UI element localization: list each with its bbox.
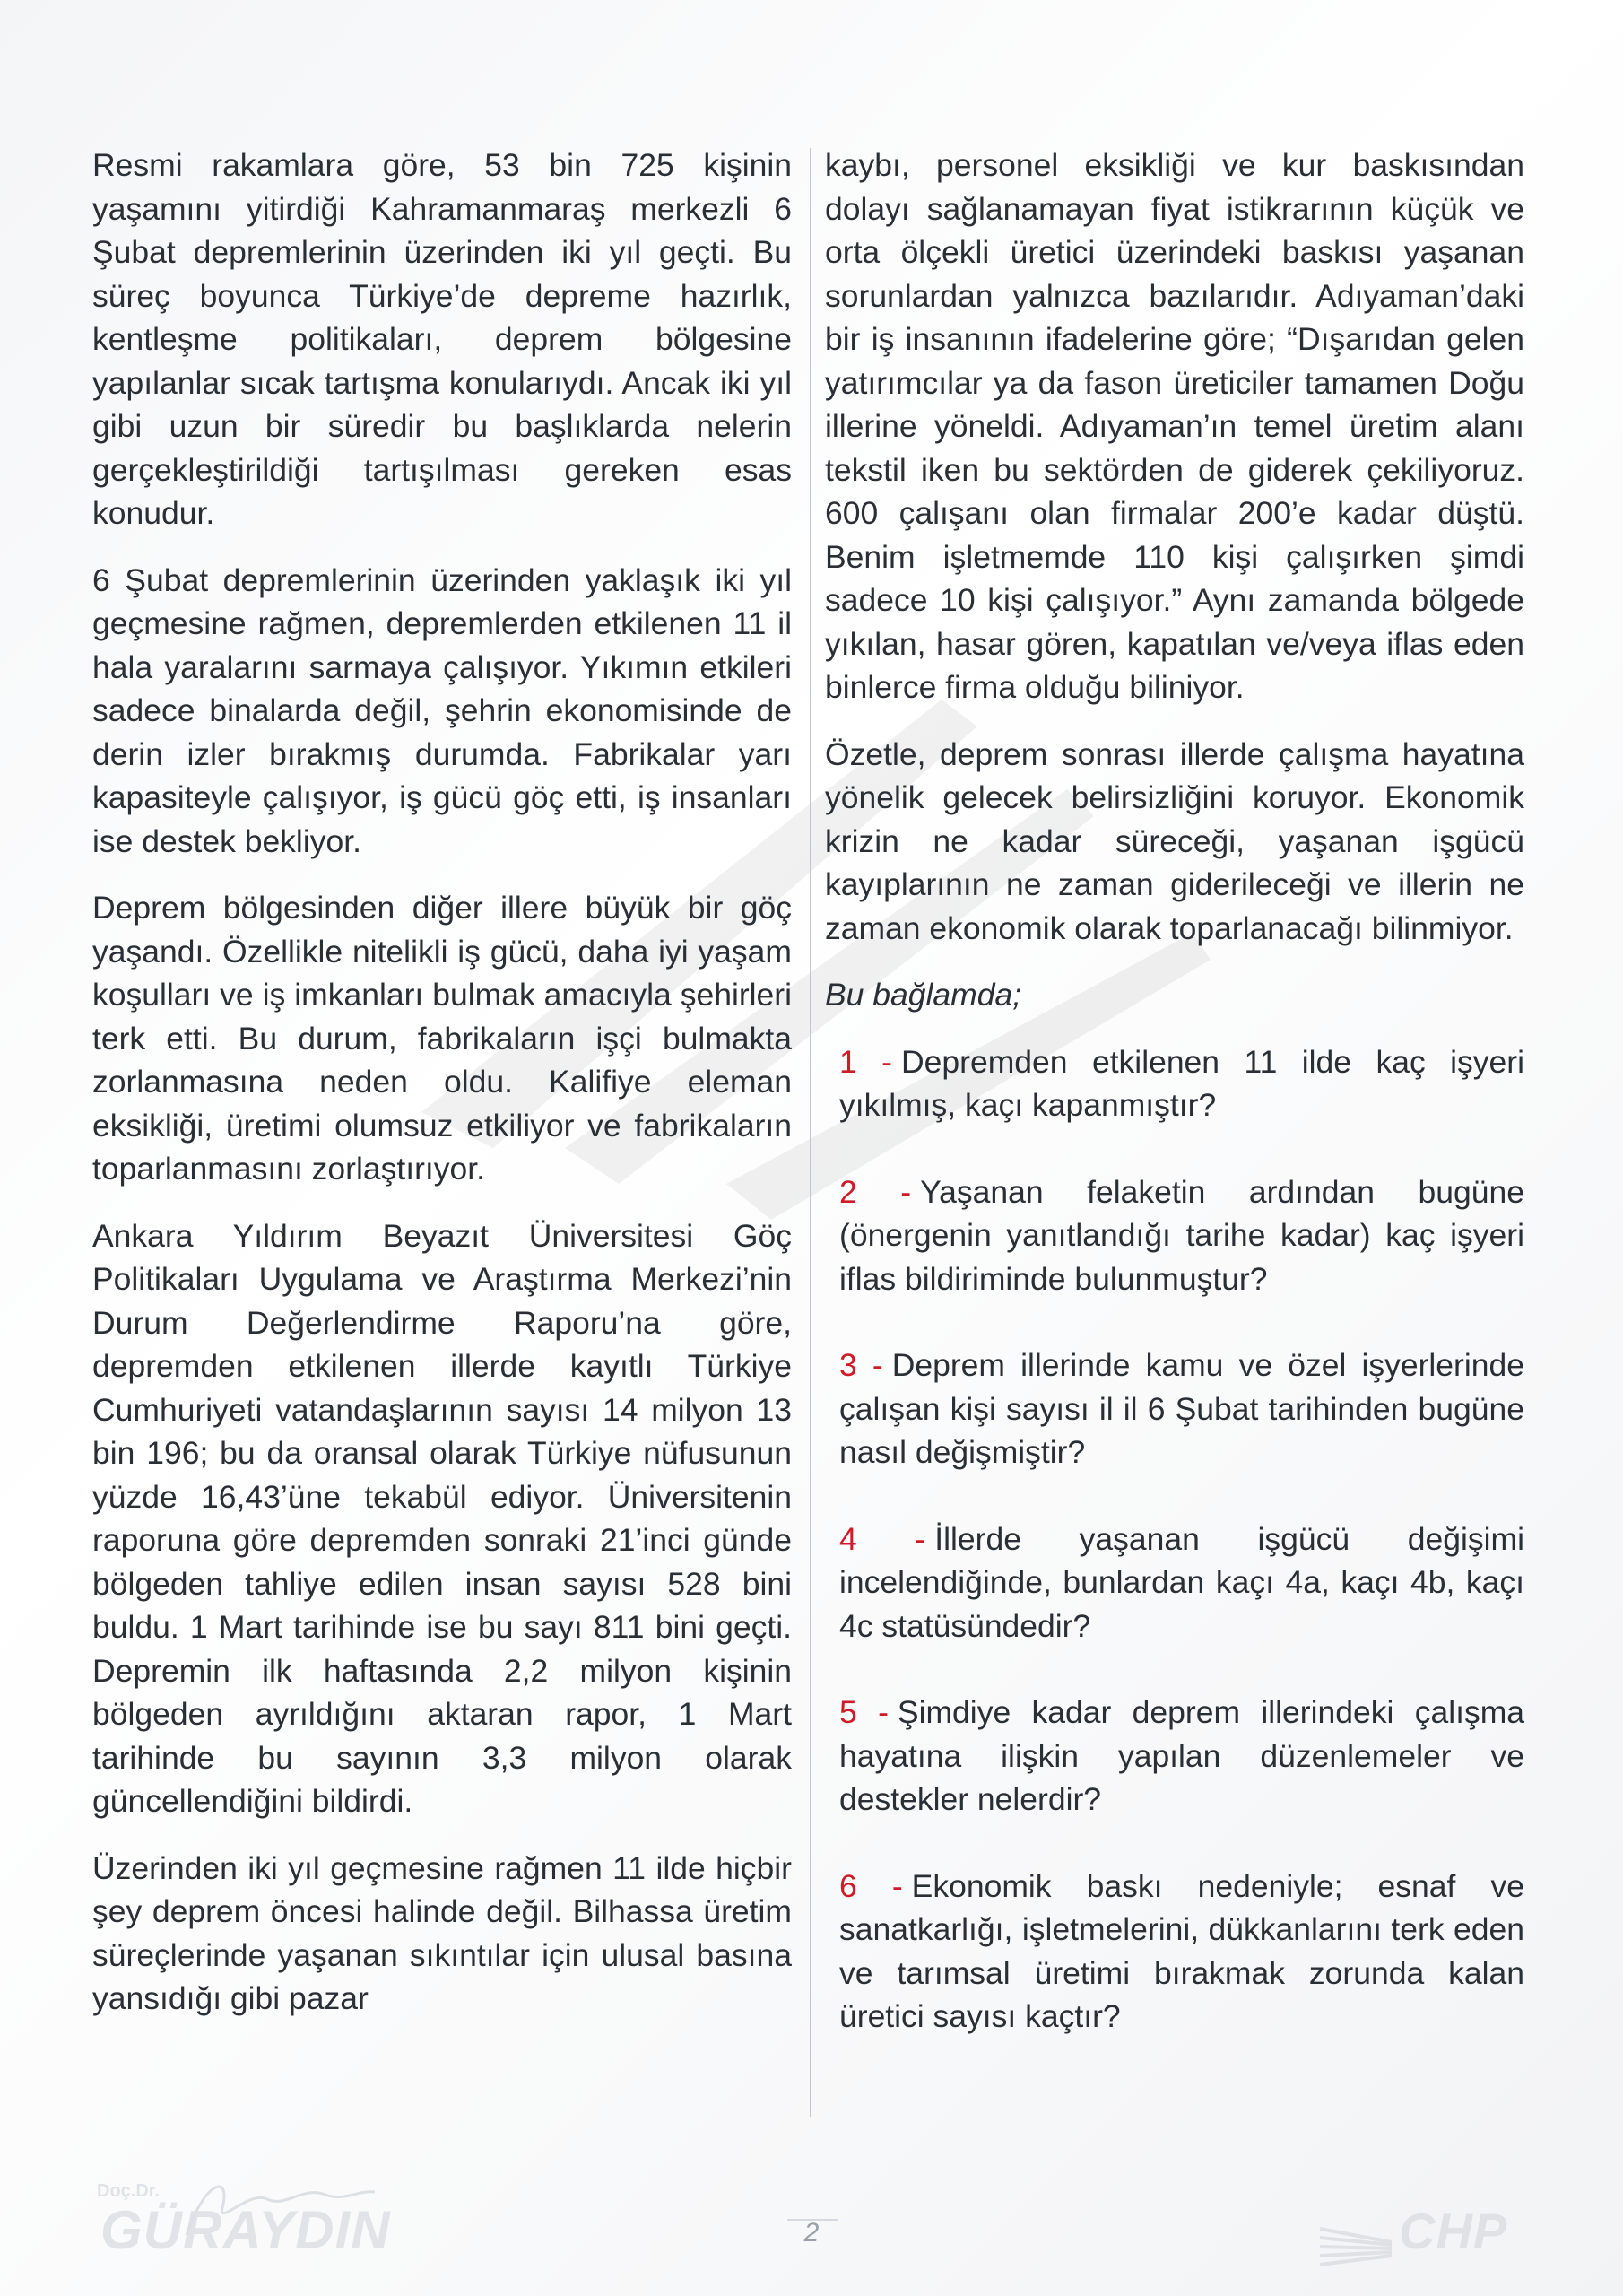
paragraph: kaybı, personel eksikliği ve kur baskısından dolayı sağlanamayan fiyat istikrarının küçük ve orta ölçekli üretici üzerindeki baskısı yaşanan sorunlardan yalnızca bazılarıdır. Adıyaman’daki bir iş insanının ifadelerine göre; “Dışarıdan gelen yatırımcılar ya da fason üreticiler tamamen Doğu illerine yöneldi. Adıyaman’ın temel üretim alanı tekstil iken bu sektörden de giderek çekiliyoruz. 600 çalışanı olan firmalar 200’e kadar düştü. Benim işletmemde 110 kişi çalışırken şimdi sadece 10 kişi çalışıyor.” Aynı zamanda bölgede yıkılan, hasar gören, kapatılan ve/veya iflas eden binlerce firma olduğu biliniyor. [825, 147, 1524, 705]
question-text: Şimdiye kadar deprem illerindeki çalışma hayatına ilişkin yapılan düzenlemeler ve destekler nelerdir? [839, 1694, 1525, 1817]
right-column [825, 144, 1524, 2082]
lead-in-text: Bu bağlamda; [825, 977, 1022, 1013]
question-item [839, 1344, 1524, 1474]
author-logo [97, 2181, 391, 2262]
paragraph: Ankara Yıldırım Beyazıt Üniversitesi Göç Politikaları Uygulama ve Araştırma Merkezi’nin Durum Değerlendirme Raporu’na göre, depremden etkilenen illerde kayıtlı Türkiye Cumhuriyeti vatandaşlarının sayısı 14 milyon 13 bin 196; bu da oransal olarak Türkiye nüfusunun yüzde 16,43’üne tekabül ediyor. Üniversitenin raporuna göre depremden sonraki 21’inci günde bölgeden tahliye edilen insan sayısı 528 bini buldu. 1 Mart tarihinde ise bu sayı 811 bini geçti. Depremin ilk haftasında 2,2 milyon kişinin bölgeden ayrıldığını aktaran rapor, 1 Mart tarihinde bu sayının 3,3 milyon olarak güncellendiğini bildirdi. [92, 1217, 792, 1819]
question-text: Deprem illerinde kamu ve özel işyerlerinde çalışan kişi sayısı il il 6 Şubat tarihinden bugüne nasıl değişmiştir? [839, 1347, 1524, 1470]
column-divider [810, 148, 812, 2117]
question-text: Depremden etkilenen 11 ilde kaç işyeri yıkılmış, kaçı kapanmıştır? [839, 1043, 1524, 1123]
question-number: 5 - [839, 1694, 889, 1730]
question-item [839, 1170, 1524, 1301]
question-number: 6 - [839, 1867, 903, 1904]
paragraph: Resmi rakamlara göre, 53 bin 725 kişinin yaşamını yitirdiği Kahramanmaraş merkezli 6 Şubat depremlerinin üzerinden iki yıl geçti. Bu süreç boyunca Türkiye’de depreme hazırlık, kentleşme politikaları, deprem bölgesine yapılanlar sıcak tartışma konularıydı. Ancak iki yıl gibi uzun bir süredir bu başlıklarda nelerin gerçekleştirildiği tartışılması gereken esas konudur. [92, 147, 792, 531]
question-item [839, 1518, 1524, 1648]
question-item [839, 1040, 1524, 1127]
party-name: CHP [1399, 2203, 1508, 2259]
question-number: 3 - [839, 1347, 883, 1383]
question-item [839, 1691, 1524, 1822]
question-number: 1 - [839, 1043, 893, 1080]
paragraph: Deprem bölgesinden diğer illere büyük bir göç yaşandı. Özellikle nitelikli iş gücü, daha iyi yaşam koşulları ve iş imkanları bulmak amacıyla şehirleri terk etti. Bu durum, fabrikaların işçi bulmakta zorlanmasına neden oldu. Kalifiye eleman eksikliği, üretimi olumsuz etkiliyor ve fabrikaların toparlanmasını zorlaştırıyor. [92, 890, 792, 1187]
question-number: 2 - [839, 1173, 912, 1210]
page-number: 2 [803, 2218, 820, 2248]
question-text: Ekonomik baskı nedeniyle; esnaf ve sanatkarlığı, işletmelerini, dükkanlarını terk eden ve tarımsal üretimi bırakmak zorunda kalan üretici sayısı kaçtır? [839, 1867, 1524, 2034]
signature-icon [169, 2172, 384, 2253]
question-number: 4 - [839, 1520, 926, 1557]
paragraph: 6 Şubat depremlerinin üzerinden yaklaşık iki yıl geçmesine rağmen, depremlerden etkilenen 11 il hala yaralarını sarmaya çalışıyor. Yıkımın etkileri sadece binalarda değil, şehrin ekonomisinde de derin izler bırakmış durumda. Fabrikalar yarı kapasiteyle çalışıyor, iş gücü göç etti, iş insanları ise destek bekliyor. [92, 561, 792, 859]
left-column [92, 144, 792, 2044]
author-title: Doç.Dr. [97, 2181, 161, 2201]
question-text: İllerde yaşanan işgücü değişimi incelendiğinde, bunlardan kaçı 4a, kaçı 4b, kaçı 4c statüsündedir? [839, 1520, 1525, 1644]
paragraph: Özetle, deprem sonrası illerde çalışma hayatına yönelik gelecek belirsizliğini koruyor. Ekonomik krizin ne kadar süreceği, yaşanan işgücü kayıplarının ne zaman giderileceği ve illerin ne zaman ekonomik olarak toparlanacağı bilinmiyor. [825, 735, 1524, 946]
author-name: GÜRAYDIN [100, 2200, 391, 2260]
paragraph: Üzerinden iki yıl geçmesine rağmen 11 ilde hiçbir şey deprem öncesi halinde değil. Bilhassa üretim süreçlerinde yaşanan sıkıntılar için ulusal basına yansıdığı gibi pazar [92, 1849, 792, 2016]
question-text: Yaşanan felaketin ardından bugüne (önergenin yanıtlandığı tarihe kadar) kaç işyeri iflas bildiriminde bulunmuştur? [839, 1173, 1524, 1297]
question-item [839, 1865, 1524, 2039]
